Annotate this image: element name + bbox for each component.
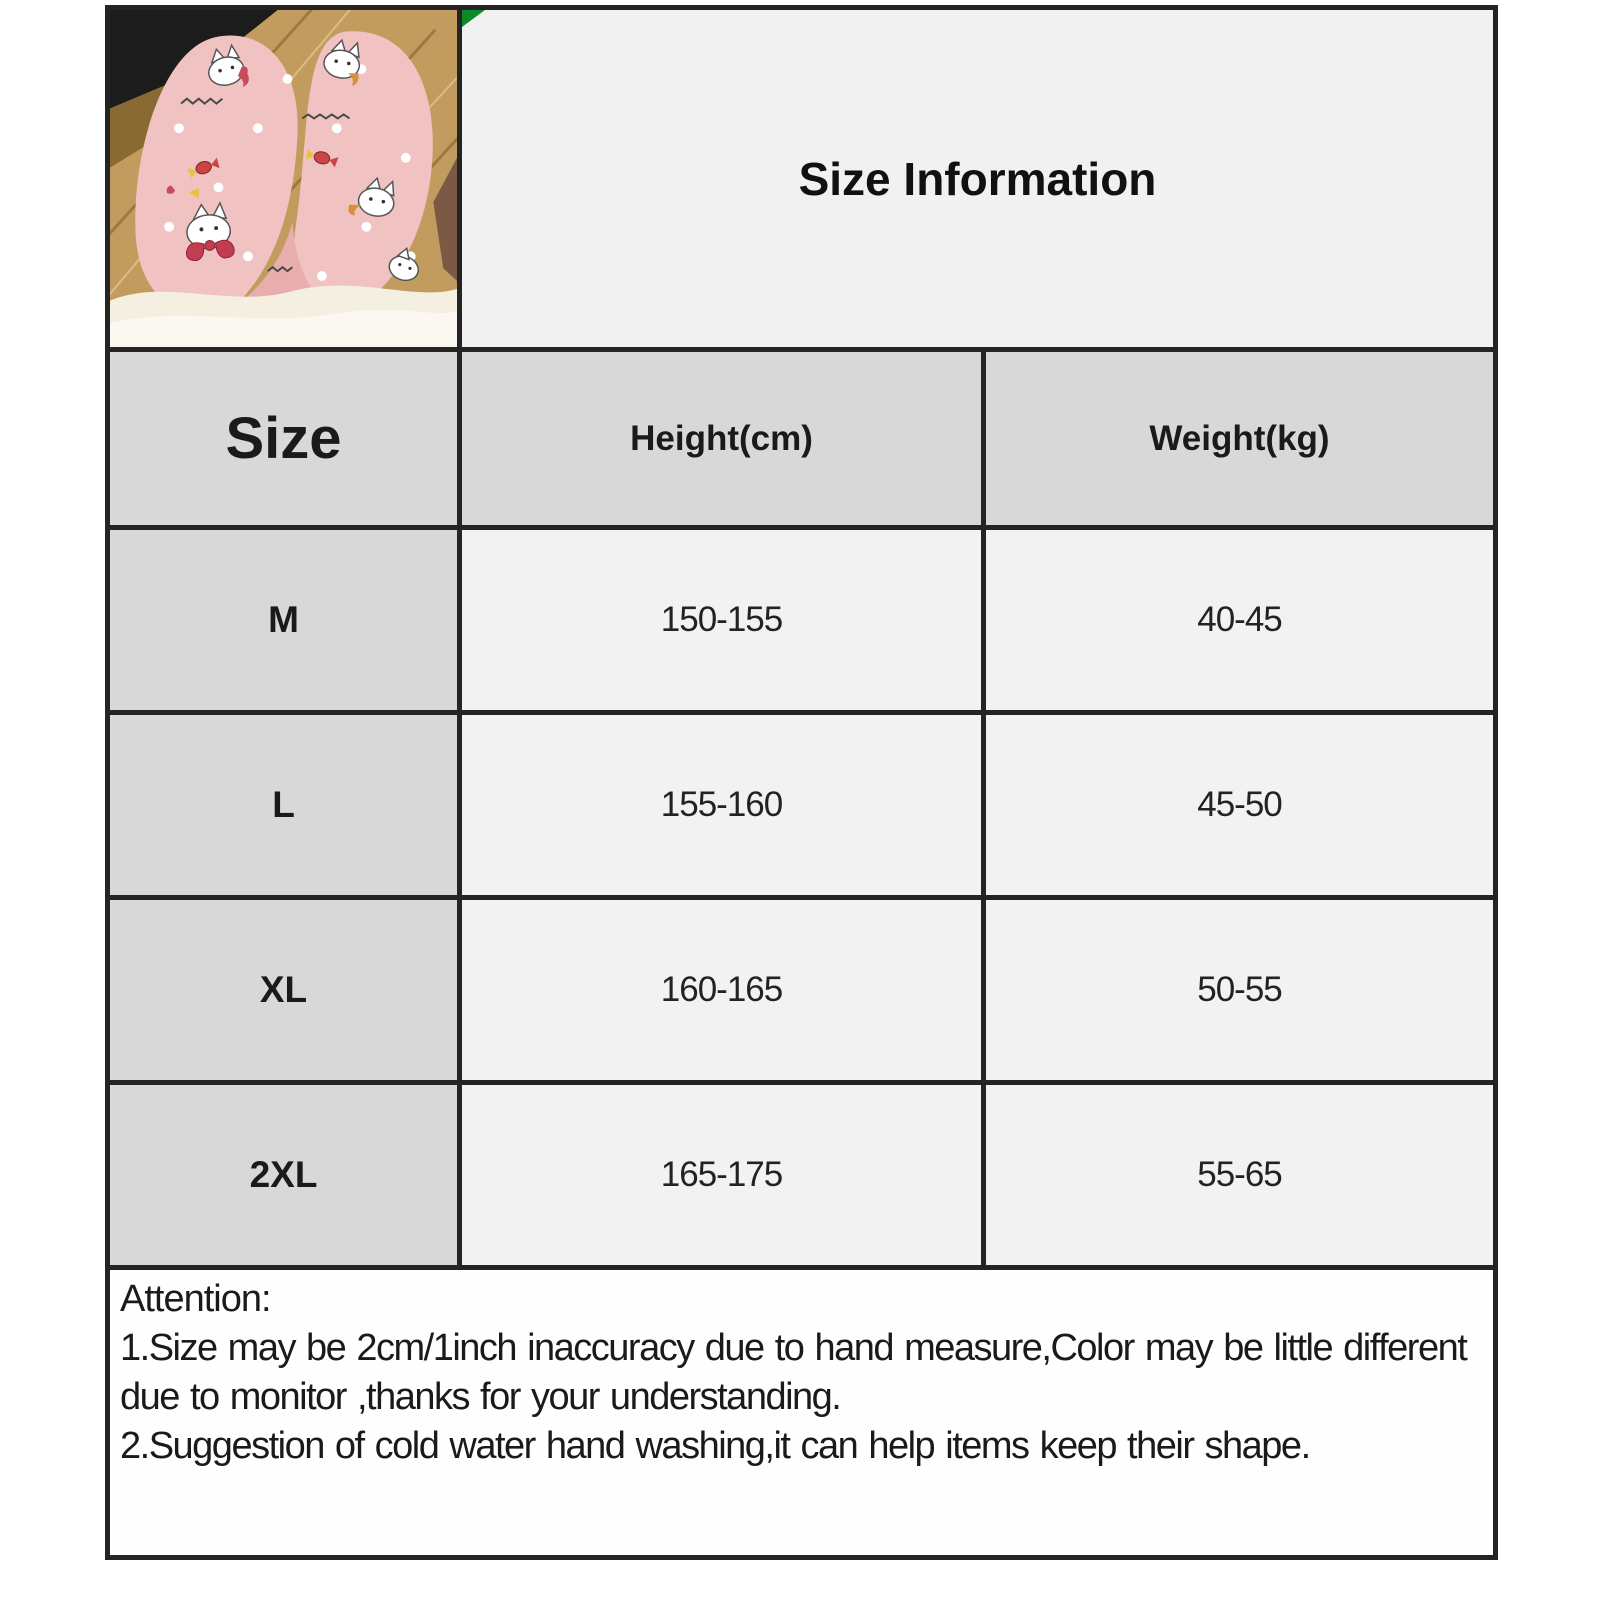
size-label: 2XL xyxy=(108,1083,460,1268)
attention-note-2: 2.Suggestion of cold water hand washing,it can help items keep their shape. xyxy=(120,1425,1310,1468)
pajama-legs xyxy=(135,31,433,322)
title-cell xyxy=(460,8,1496,350)
product-photo xyxy=(110,10,457,347)
size-label: L xyxy=(108,713,460,898)
blanket xyxy=(110,286,457,347)
column-header-height: Height(cm) xyxy=(460,350,984,528)
weight-value: 55-65 xyxy=(984,1083,1496,1268)
product-photo-cell xyxy=(108,8,460,350)
corner-flag-icon xyxy=(462,10,485,27)
height-value: 155-160 xyxy=(460,713,984,898)
weight-value: 40-45 xyxy=(984,528,1496,713)
photo-title-row xyxy=(108,8,1496,350)
page-title: Size Information xyxy=(798,152,1157,205)
height-value: 150-155 xyxy=(460,528,984,713)
weight-value: 45-50 xyxy=(984,713,1496,898)
table-header-row xyxy=(108,350,1496,528)
height-value: 165-175 xyxy=(460,1083,984,1268)
table-row-xl xyxy=(108,898,1496,1083)
column-header-weight: Weight(kg) xyxy=(984,350,1496,528)
size-label: M xyxy=(108,528,460,713)
table-row-m xyxy=(108,528,1496,713)
attention-note-1: 1.Size may be 2cm/1inch inaccuracy due to hand measure,Color may be little different due to monitor ,thanks for your understanding. xyxy=(120,1326,1467,1418)
attention-box xyxy=(108,1268,1496,1558)
column-header-size: Size xyxy=(108,350,460,528)
size-label: XL xyxy=(108,898,460,1083)
table-row-2xl xyxy=(108,1083,1496,1268)
height-value: 160-165 xyxy=(460,898,984,1083)
size-information-table xyxy=(105,5,1498,1560)
attention-row xyxy=(108,1268,1496,1558)
attention-heading: Attention: xyxy=(120,1278,271,1320)
weight-value: 50-55 xyxy=(984,898,1496,1083)
table-row-l xyxy=(108,713,1496,898)
